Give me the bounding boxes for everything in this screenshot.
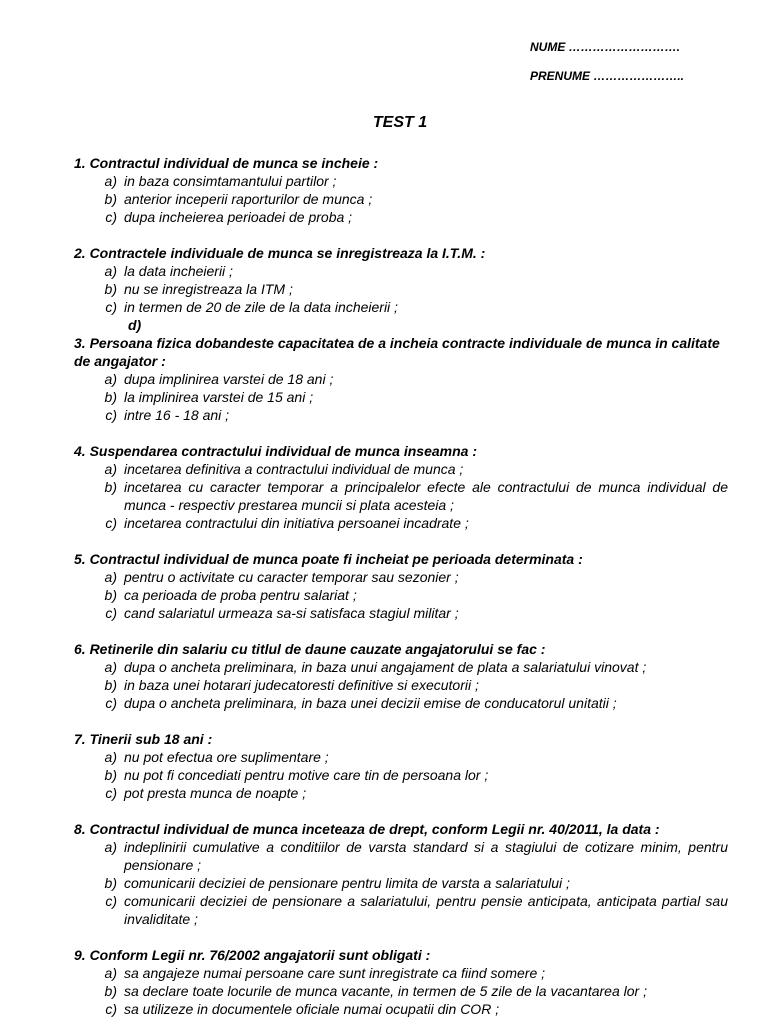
answer-letter: c) xyxy=(105,515,117,531)
question-text: 7. Tinerii sub 18 ani : xyxy=(74,731,213,747)
answer-text: intre 16 - 18 ani ; xyxy=(124,407,230,423)
answer-text: dupa implinirea varstei de 18 ani ; xyxy=(124,371,334,387)
question-list xyxy=(74,154,728,1036)
answer-letter: b) xyxy=(104,479,117,495)
answer-letter: c) xyxy=(105,785,117,801)
answer-text: comunicarii deciziei de pensionare a salariatului, pentru pensie anticipata, anticipata partial sau invaliditate ; xyxy=(124,893,728,927)
answer-text: dupa incheierea perioadei de proba ; xyxy=(124,209,353,225)
question-text: 3. Persoana fizica dobandeste capacitatea de a incheia contracte individuale de munca in calitate de angajator : xyxy=(74,335,720,369)
prenume-field: PRENUME ………………….. xyxy=(530,69,685,83)
answer-option xyxy=(74,874,728,892)
question-5 xyxy=(74,550,728,622)
answer-option xyxy=(74,298,728,316)
answer-text: dupa o ancheta preliminara, in baza unei decizii emise de conducatorul unitatii ; xyxy=(124,695,617,711)
answer-letter: c) xyxy=(105,209,117,225)
question-3 xyxy=(74,334,728,424)
answer-option xyxy=(74,460,728,478)
nume-field: NUME ………………………. xyxy=(530,40,680,54)
answer-text: sa utilizeze in documentele oficiale numai ocupatii din COR ; xyxy=(124,1001,500,1017)
question-2 xyxy=(74,244,728,316)
question-1 xyxy=(74,154,728,226)
answer-option xyxy=(74,766,728,784)
answer-option xyxy=(74,676,728,694)
answer-letter: a) xyxy=(104,659,117,675)
question-text: 2. Contractele individuale de munca se inregistreaza la I.T.M. : xyxy=(74,245,486,261)
answer-option xyxy=(74,568,728,586)
question-text: 4. Suspendarea contractului individual de munca inseamna : xyxy=(74,443,477,459)
question-text: 5. Contractul individual de munca poate fi incheiat pe perioada determinata : xyxy=(74,551,583,567)
answer-text: nu pot fi concediati pentru motive care tin de persoana lor ; xyxy=(124,767,489,783)
answer-option xyxy=(74,658,728,676)
question-9 xyxy=(74,946,728,1018)
answer-option xyxy=(74,1000,728,1018)
answer-text: pot presta munca de noapte ; xyxy=(124,785,307,801)
answer-option xyxy=(74,406,728,424)
page-title: TEST 1 xyxy=(372,114,428,131)
answer-text: nu pot efectua ore suplimentare ; xyxy=(124,749,329,765)
answer-text: in baza consimtamantului partilor ; xyxy=(124,173,337,189)
answer-text: comunicarii deciziei de pensionare pentru limita de varsta a salariatului ; xyxy=(124,875,570,891)
answer-text: sa declare toate locurile de munca vacante, in termen de 5 zile de la vacantarea lor ; xyxy=(124,983,647,999)
answer-option xyxy=(74,748,728,766)
answer-letter: b) xyxy=(104,191,117,207)
answer-text: la implinirea varstei de 15 ani ; xyxy=(124,389,314,405)
answer-letter: c) xyxy=(105,1001,117,1017)
answer-text: incetarea cu caracter temporar a principalelor efecte ale contractului de munca individual de munca - respectiv prestarea muncii si plata acesteia ; xyxy=(124,479,728,513)
answer-letter: b) xyxy=(104,983,117,999)
question-7 xyxy=(74,730,728,802)
answer-letter: a) xyxy=(104,371,117,387)
answer-text: incetarea contractului din initiativa persoanei incadrate ; xyxy=(124,515,469,531)
answer-option xyxy=(74,172,728,190)
answer-letter: a) xyxy=(104,965,117,981)
answer-text: la data incheierii ; xyxy=(124,263,233,279)
answer-letter: a) xyxy=(104,749,117,765)
answer-letter: b) xyxy=(104,587,117,603)
answer-option xyxy=(74,514,728,532)
answer-option xyxy=(74,982,728,1000)
answer-option xyxy=(74,604,728,622)
answer-letter: b) xyxy=(104,389,117,405)
answer-text: in baza unei hotarari judecatoresti definitive si executorii ; xyxy=(124,677,479,693)
answer-text: ca perioada de proba pentru salariat ; xyxy=(124,587,357,603)
answer-letter: b) xyxy=(104,281,117,297)
answer-letter: a) xyxy=(104,173,117,189)
stray-option-label: d) xyxy=(128,317,142,333)
answer-letter: b) xyxy=(104,875,117,891)
answer-option xyxy=(74,190,728,208)
answer-option xyxy=(74,370,728,388)
answer-text: nu se inregistreaza la ITM ; xyxy=(124,281,293,297)
answer-letter: c) xyxy=(105,695,117,711)
question-4 xyxy=(74,442,728,532)
answer-text: anterior inceperii raporturilor de munca ; xyxy=(124,191,373,207)
answer-option xyxy=(74,208,728,226)
answer-letter: a) xyxy=(104,839,117,855)
answer-option xyxy=(74,784,728,802)
answer-letter: a) xyxy=(104,263,117,279)
question-text: 9. Conform Legii nr. 76/2002 angajatorii sunt obligati : xyxy=(74,947,431,963)
question-text: 6. Retinerile din salariu cu titlul de daune cauzate angajatorului se fac : xyxy=(74,641,546,657)
answer-letter: c) xyxy=(105,893,117,909)
answer-letter: a) xyxy=(104,461,117,477)
answer-text: indeplinirii cumulative a conditiilor de varsta standard si a stagiului de cotizare minim, pentru pensionare ; xyxy=(124,839,728,873)
answer-option xyxy=(74,262,728,280)
answer-option xyxy=(74,892,728,928)
answer-letter: a) xyxy=(104,569,117,585)
answer-text: dupa o ancheta preliminara, in baza unui angajament de plata a salariatului vinovat ; xyxy=(124,659,647,675)
answer-letter: c) xyxy=(105,299,117,315)
question-8 xyxy=(74,820,728,928)
answer-text: in termen de 20 de zile de la data incheierii ; xyxy=(124,299,398,315)
answer-letter: c) xyxy=(105,407,117,423)
answer-text: incetarea definitiva a contractului individual de munca ; xyxy=(124,461,464,477)
answer-option xyxy=(74,478,728,514)
question-text: 8. Contractul individual de munca inceteaza de drept, conform Legii nr. 40/2011, la data : xyxy=(74,821,660,837)
answer-text: sa angajeze numai persoane care sunt inregistrate ca fiind somere ; xyxy=(124,965,546,981)
answer-option xyxy=(74,280,728,298)
answer-option xyxy=(74,586,728,604)
answer-option xyxy=(74,838,728,874)
answer-letter: b) xyxy=(104,767,117,783)
answer-letter: b) xyxy=(104,677,117,693)
question-text: 1. Contractul individual de munca se incheie : xyxy=(74,155,379,171)
answer-text: pentru o activitate cu caracter temporar sau sezonier ; xyxy=(124,569,459,585)
answer-letter: c) xyxy=(105,605,117,621)
answer-option xyxy=(74,694,728,712)
answer-option xyxy=(74,964,728,982)
question-6 xyxy=(74,640,728,712)
answer-text: cand salariatul urmeaza sa-si satisfaca stagiul militar ; xyxy=(124,605,459,621)
answer-option xyxy=(74,388,728,406)
